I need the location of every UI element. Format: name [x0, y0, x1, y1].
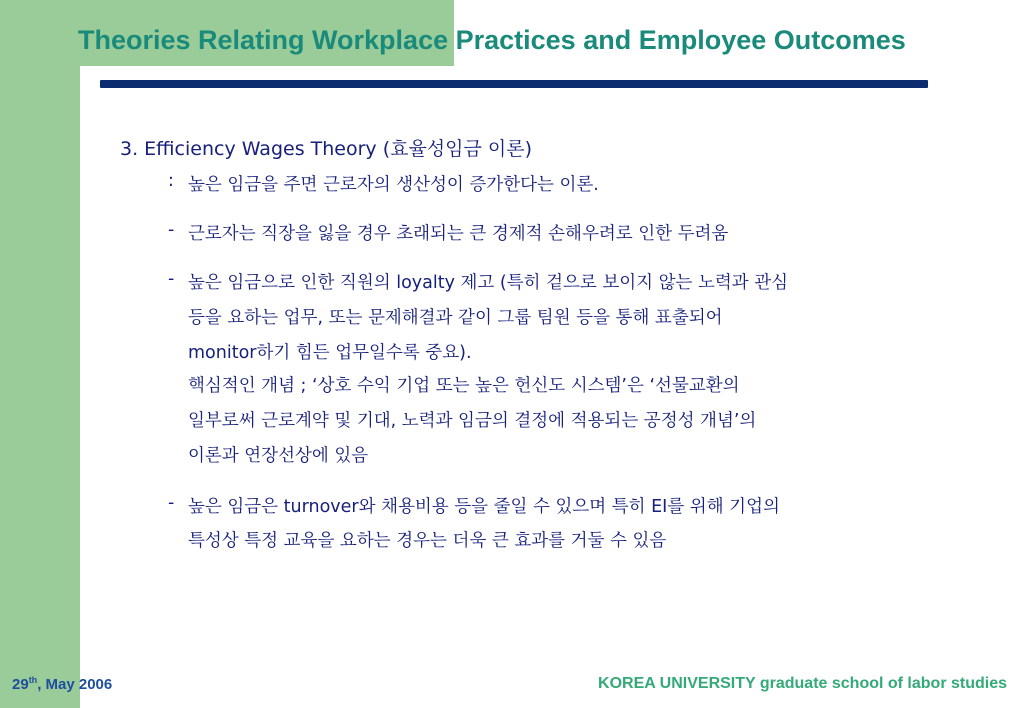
footer-date-rest: , May 2006 [37, 676, 113, 693]
point-2-line-5: 일부로써 근로계약 및 기대, 노력과 임금의 결정에 적용되는 공정성 개념’의 [188, 411, 757, 431]
footer-date-suffix: th [28, 675, 38, 685]
point-2-line-4: 핵심적인 개념 ; ‘상호 수익 기업 또는 높은 헌신도 시스템’은 ‘선물교환의 [188, 376, 740, 396]
point-2-line-6: 이론과 연장선상에 있음 [188, 446, 369, 466]
point-2-line-3: monitor하기 힘든 업무일수록 중요). [188, 343, 472, 363]
footer-institution: KOREA UNIVERSITY graduate school of labor studies [598, 675, 1007, 692]
left-green-band [0, 0, 80, 708]
section-heading: 3. Efficiency Wages Theory (효율성임금 이론) [120, 138, 533, 160]
bullet-marker-1: - [168, 220, 175, 240]
footer-date-day: 29 [12, 676, 29, 693]
point-3-line-2: 특성상 특정 교육을 요하는 경우는 더욱 큰 효과를 거둘 수 있음 [188, 531, 667, 551]
point-2-line-1: 높은 임금으로 인한 직원의 loyalty 제고 (특히 겉으로 보이지 않는 노력과 관심 [188, 273, 789, 293]
bullet-marker-3: - [168, 493, 175, 513]
point-3-line-1: 높은 임금은 turnover와 채용비용 등을 줄일 수 있으며 특히 EI를 위해 기업의 [188, 497, 780, 517]
title-underline [100, 80, 928, 88]
definition-text: 높은 임금을 주면 근로자의 생산성이 증가한다는 이론. [188, 175, 599, 195]
bullet-marker-2: - [168, 269, 175, 289]
point-1-line-1: 근로자는 직장을 잃을 경우 초래되는 큰 경제적 손해우려로 인한 두려움 [188, 224, 729, 244]
slide-title: Theories Relating Workplace Practices and Employee Outcomes [78, 25, 906, 55]
footer-date [12, 675, 112, 693]
point-2-line-2: 등을 요하는 업무, 또는 문제해결과 같이 그룹 팀원 등을 통해 표출되어 [188, 308, 723, 328]
definition-marker: : [168, 171, 174, 191]
